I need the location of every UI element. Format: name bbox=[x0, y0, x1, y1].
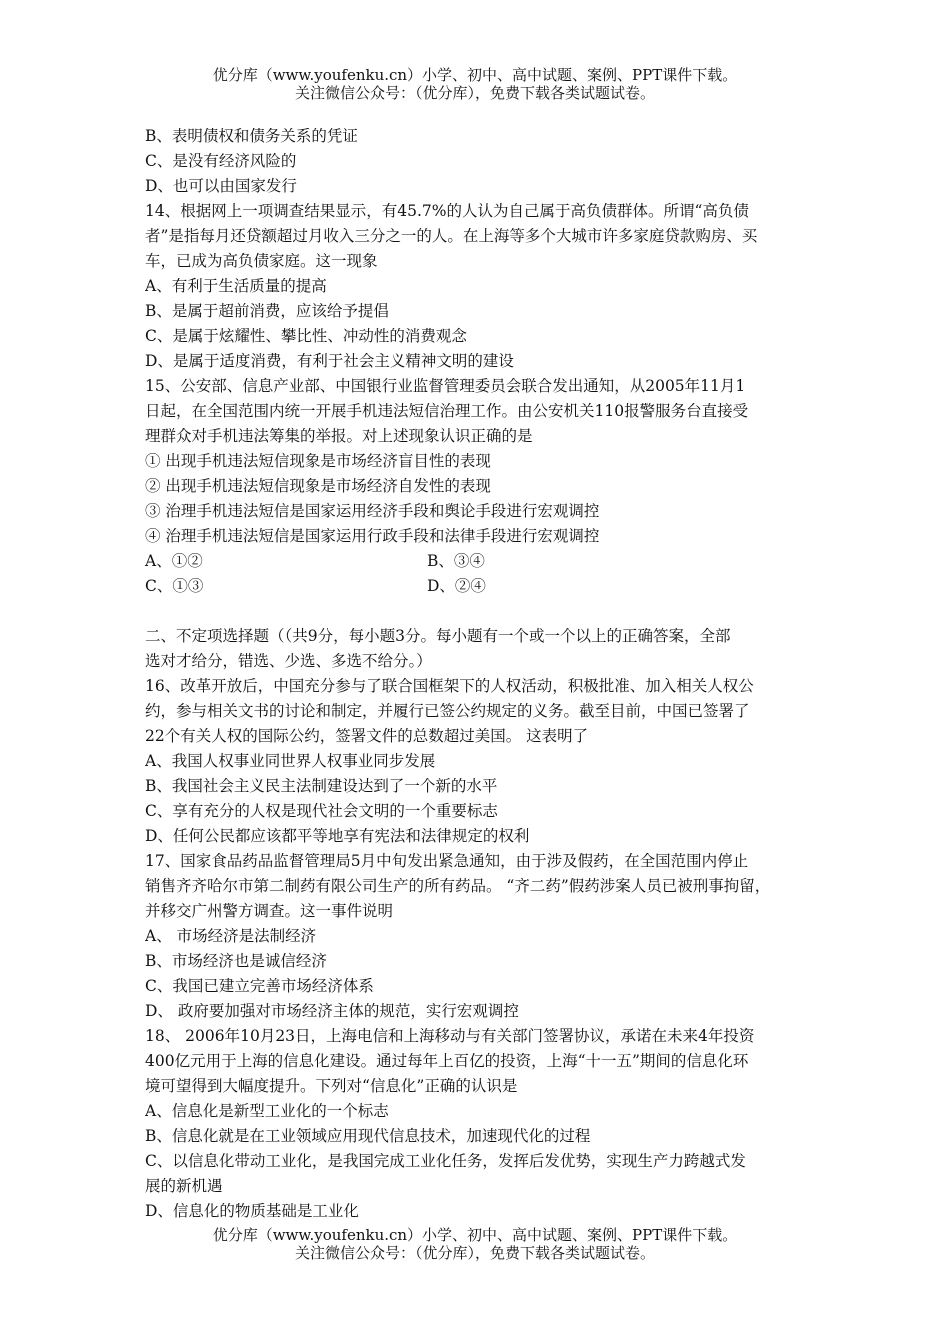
section-spacer bbox=[145, 599, 813, 624]
q16-option-c: C、享有充分的人权是现代社会文明的一个重要标志 bbox=[145, 802, 498, 820]
q15-option-b: B、③④ bbox=[427, 552, 485, 570]
q14-option-c: C、是属于炫耀性、攀比性、冲动性的消费观念 bbox=[145, 327, 467, 345]
q16-stem-line-3: 22个有关人权的国际公约，签署文件的总数超过美国。 这表明了 bbox=[145, 727, 589, 745]
q15-option-d: D、②④ bbox=[427, 577, 486, 595]
q15-stem-line-3: 理群众对手机违法筹集的举报。对上述现象认识正确的是 bbox=[145, 427, 533, 445]
q17-option-c: C、我国已建立完善市场经济体系 bbox=[145, 977, 374, 995]
q14-stem-line-3: 车，已成为高负债家庭。这一现象 bbox=[145, 252, 378, 270]
header-line-2: 关注微信公众号：（优分库），免费下载各类试题试卷。 bbox=[294, 84, 655, 102]
page-header bbox=[0, 66, 950, 102]
q17-stem-line-3: 并移交广州警方调查。这一事件说明 bbox=[145, 902, 394, 920]
q17-stem-line-1: 17、国家食品药品监督管理局5月中旬发出紧急通知，由于涉及假药，在全国范围内停止 bbox=[145, 852, 749, 870]
q15-stem-line-2: 日起，在全国范围内统一开展手机违法短信治理工作。由公安机关110报警服务台直接受 bbox=[145, 402, 749, 420]
q15-statement-2: ② 出现手机违法短信现象是市场经济自发性的表现 bbox=[145, 477, 491, 495]
header-line-1: 优分库（www.youfenku.cn）小学、初中、高中试题、案例、PPT课件下载。 bbox=[212, 66, 738, 84]
q18-stem-line-2: 400亿元用于上海的信息化建设。通过每年上百亿的投资，上海“十一五”期间的信息化环 bbox=[145, 1052, 749, 1070]
q15-statement-1: ① 出现手机违法短信现象是市场经济盲目性的表现 bbox=[145, 452, 491, 470]
q16-stem-line-2: 约，参与相关文书的讨论和制定，并履行已签公约规定的义务。截至目前，中国已签署了 bbox=[145, 702, 750, 720]
q13-option-c: C、是没有经济风险的 bbox=[145, 152, 297, 170]
q16-stem-line-1: 16、改革开放后，中国充分参与了联合国框架下的人权活动，积极批准、加入相关人权公 bbox=[145, 677, 754, 695]
q18-option-b: B、信息化就是在工业领域应用现代信息技术，加速现代化的过程 bbox=[145, 1127, 591, 1145]
q18-option-c-line-2: 展的新机遇 bbox=[145, 1177, 223, 1195]
q15-statement-3: ③ 治理手机违法短信是国家运用经济手段和舆论手段进行宏观调控 bbox=[145, 502, 600, 520]
q15-option-c: C、①③ bbox=[145, 577, 204, 595]
q15-statement-4: ④ 治理手机违法短信是国家运用行政手段和法律手段进行宏观调控 bbox=[145, 527, 600, 545]
section2-title-line-1: 二、不定项选择题（（共9分，每小题3分。每小题有一个或一个以上的正确答案，全部 bbox=[145, 627, 731, 645]
q15-options-row-2 bbox=[145, 574, 813, 599]
q16-option-a: A、我国人权事业同世界人权事业同步发展 bbox=[145, 752, 436, 770]
q18-stem-line-3: 境可望得到大幅度提升。下列对“信息化”正确的认识是 bbox=[145, 1077, 518, 1095]
q16-option-b: B、我国社会主义民主法制建设达到了一个新的水平 bbox=[145, 777, 498, 795]
q15-options-row-1 bbox=[145, 549, 813, 574]
q18-option-d: D、信息化的物质基础是工业化 bbox=[145, 1202, 359, 1220]
q18-option-c-line-1: C、以信息化带动工业化，是我国完成工业化任务，发挥后发优势，实现生产力跨越式发 bbox=[145, 1152, 746, 1170]
q17-option-a: A、 市场经济是法制经济 bbox=[145, 927, 317, 945]
q16-option-d: D、任何公民都应该都平等地享有宪法和法律规定的权利 bbox=[145, 827, 530, 845]
page-footer bbox=[0, 1226, 950, 1262]
q15-stem-line-1: 15、公安部、信息产业部、中国银行业监督管理委员会联合发出通知，从2005年11月1 bbox=[145, 377, 746, 395]
section2-title-line-2: 选对才给分，错选、少选、多选不给分。） bbox=[145, 652, 432, 670]
q18-stem-line-1: 18、 2006年10月23日，上海电信和上海移动与有关部门签署协议，承诺在未来4年投资 bbox=[145, 1027, 755, 1045]
q17-stem-line-2: 销售齐齐哈尔市第二制药有限公司生产的所有药品。 “齐二药”假药涉案人员已被刑事拘留， bbox=[145, 877, 771, 895]
footer-line-2: 关注微信公众号：（优分库），免费下载各类试题试卷。 bbox=[294, 1244, 655, 1262]
q17-option-b: B、市场经济也是诚信经济 bbox=[145, 952, 327, 970]
document-body bbox=[145, 124, 813, 1224]
q18-option-a: A、信息化是新型工业化的一个标志 bbox=[145, 1102, 389, 1120]
footer-line-1: 优分库（www.youfenku.cn）小学、初中、高中试题、案例、PPT课件下载。 bbox=[212, 1226, 738, 1244]
q17-option-d: D、 政府要加强对市场经济主体的规范，实行宏观调控 bbox=[145, 1002, 519, 1020]
q14-option-d: D、是属于适度消费，有利于社会主义精神文明的建设 bbox=[145, 352, 514, 370]
q13-option-b: B、表明债权和债务关系的凭证 bbox=[145, 127, 358, 145]
q14-option-b: B、是属于超前消费，应该给予提倡 bbox=[145, 302, 389, 320]
q13-option-d: D、也可以由国家发行 bbox=[145, 177, 297, 195]
q15-option-a: A、①② bbox=[145, 552, 203, 570]
q14-option-a: A、有利于生活质量的提高 bbox=[145, 277, 327, 295]
q14-stem-line-1: 14、根据网上一项调查结果显示，有45.7%的人认为自己属于高负债群体。所谓“高负债 bbox=[145, 202, 749, 220]
q14-stem-line-2: 者”是指每月还贷额超过月收入三分之一的人。在上海等多个大城市许多家庭贷款购房、买 bbox=[145, 227, 758, 245]
